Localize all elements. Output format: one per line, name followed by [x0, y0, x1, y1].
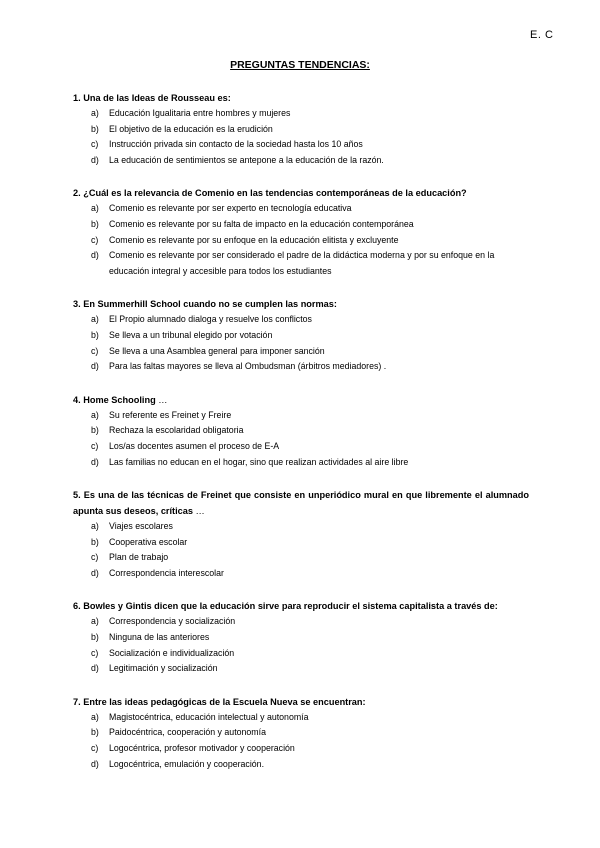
question-prompt — [73, 694, 529, 710]
question-prompt — [73, 487, 529, 519]
option-a — [73, 106, 529, 122]
option-letter: b) — [91, 218, 99, 229]
question-ellipsis: … — [193, 506, 205, 517]
option-list — [73, 408, 529, 470]
option-letter: d) — [91, 567, 99, 578]
option-b — [73, 217, 529, 233]
option-text: Educación Igualitaria entre hombres y mujeres — [109, 108, 291, 118]
option-letter: a) — [91, 203, 99, 214]
question-list — [73, 90, 529, 789]
option-text: Viajes escolares — [109, 521, 173, 532]
question-6 — [73, 598, 529, 676]
option-a — [73, 201, 529, 217]
question-1 — [73, 90, 529, 168]
option-text: Para las faltas mayores se lleva al Ombudsman (árbitros mediadores) . — [109, 361, 387, 372]
option-text: Magistocéntrica, educación intelectual y autonomía — [109, 711, 309, 722]
option-text: Plan de trabajo — [109, 552, 169, 563]
option-list — [73, 710, 529, 772]
question-5 — [73, 487, 529, 581]
question-text: 1. Una de las Ideas de Rousseau es: — [73, 93, 231, 103]
question-3 — [73, 296, 529, 374]
option-letter: a) — [91, 711, 99, 722]
option-list — [73, 106, 529, 168]
option-c — [73, 344, 529, 360]
option-text: Comenio es relevante por ser experto en tecnología educativa — [109, 203, 352, 214]
option-list — [73, 201, 529, 279]
option-letter: a) — [91, 521, 99, 532]
option-a — [73, 614, 529, 630]
option-letter: c) — [91, 552, 99, 563]
question-text: 3. En Summerhill School cuando no se cumplen las normas: — [73, 299, 337, 310]
option-text: Logocéntrica, emulación y cooperación. — [109, 758, 265, 769]
option-list — [73, 614, 529, 676]
option-text: Legitimación y socialización — [109, 663, 218, 674]
option-text: Socialización e individualización — [109, 647, 235, 658]
question-text: 7. Entre las ideas pedagógicas de la Escuela Nueva se encuentran: — [73, 696, 366, 707]
option-text: Correspondencia interescolar — [109, 567, 224, 578]
option-letter: c) — [91, 440, 99, 451]
option-c — [73, 741, 529, 757]
option-b — [73, 423, 529, 439]
option-d — [73, 566, 529, 582]
option-letter: b) — [91, 425, 99, 436]
option-a — [73, 519, 529, 535]
option-c — [73, 646, 529, 662]
option-letter: c) — [91, 345, 99, 356]
option-c — [73, 137, 529, 153]
option-letter: c) — [91, 139, 99, 150]
question-text: 4. Home Schooling — [73, 394, 156, 405]
option-a — [73, 408, 529, 424]
option-b — [73, 725, 529, 741]
option-list — [73, 519, 529, 581]
question-prompt — [73, 90, 529, 106]
option-text: El Propio alumnado dialoga y resuelve los conflictos — [109, 314, 312, 325]
option-text: La educación de sentimientos se antepone a la educación de la razón. — [109, 154, 384, 165]
option-letter: b) — [91, 123, 99, 134]
option-b — [73, 630, 529, 646]
option-letter: a) — [91, 409, 99, 420]
question-prompt — [73, 296, 529, 312]
option-text: Comenio es relevante por su falta de impacto en la educación contemporánea — [109, 218, 414, 229]
option-letter: d) — [91, 154, 99, 165]
option-text: Las familias no educan en el hogar, sino que realizan actividades al aire libre — [109, 456, 409, 467]
option-letter: d) — [91, 758, 99, 769]
option-b — [73, 328, 529, 344]
question-text: 2. ¿Cuál es la relevancia de Comenio en las tendencias contemporáneas de la educación? — [73, 188, 467, 199]
option-text: Correspondencia y socialización — [109, 616, 236, 627]
option-letter: a) — [91, 314, 99, 325]
option-letter: c) — [91, 647, 99, 658]
option-text: Se lleva a un tribunal elegido por votación — [109, 329, 273, 340]
option-text: Ninguna de las anteriores — [109, 632, 210, 643]
option-letter: d) — [91, 250, 99, 261]
option-b — [73, 535, 529, 551]
option-letter: c) — [91, 234, 99, 245]
option-text: Se lleva a una Asamblea general para imponer sanción — [109, 345, 325, 356]
option-letter: b) — [91, 632, 99, 643]
option-letter: a) — [91, 108, 99, 118]
option-letter: d) — [91, 663, 99, 674]
page-title: PREGUNTAS TENDENCIAS: — [230, 59, 370, 71]
option-text: El objetivo de la educación es la erudición — [109, 123, 273, 134]
option-letter: b) — [91, 727, 99, 738]
option-text: Rechaza la escolaridad obligatoria — [109, 425, 244, 436]
option-d — [73, 359, 529, 375]
option-text: Logocéntrica, profesor motivador y cooperación — [109, 743, 295, 754]
question-ellipsis: … — [155, 394, 168, 405]
option-text: Comenio es relevante por su enfoque en la educación elitista y excluyente — [109, 234, 399, 245]
option-c — [73, 439, 529, 455]
option-b — [73, 122, 529, 138]
option-letter: d) — [91, 361, 99, 372]
option-text: Comenio es relevante por ser considerado el padre de la didáctica moderna y por su enfoque en la educación integral y accesible para todos los estudiantes — [109, 250, 495, 276]
question-prompt — [73, 185, 529, 201]
option-a — [73, 710, 529, 726]
question-text: 5. Es una de las técnicas de Freinet que consiste en unperiódico mural en que libremente el alumnado apunta sus deseos, críticas — [73, 490, 529, 517]
option-letter: b) — [91, 536, 99, 547]
option-text: Los/as docentes asumen el proceso de E-A — [109, 440, 280, 451]
option-letter: d) — [91, 456, 99, 467]
option-letter: b) — [91, 329, 99, 340]
corner-mark: E. C — [530, 29, 554, 41]
question-2 — [73, 185, 529, 279]
option-d — [73, 455, 529, 471]
question-7 — [73, 694, 529, 772]
option-a — [73, 312, 529, 328]
option-text: Su referente es Freinet y Freire — [109, 409, 232, 420]
option-c — [73, 550, 529, 566]
option-list — [73, 312, 529, 374]
question-4 — [73, 392, 529, 470]
option-d — [73, 757, 529, 773]
question-text: 6. Bowles y Gintis dicen que la educación sirve para reproducir el sistema capitalista a través de: — [73, 601, 498, 612]
question-prompt — [73, 598, 529, 614]
option-d — [73, 661, 529, 677]
option-c — [73, 233, 529, 249]
option-d — [73, 248, 529, 279]
question-prompt — [73, 392, 529, 408]
option-d — [73, 153, 529, 169]
option-text: Cooperativa escolar — [109, 536, 188, 547]
option-letter: a) — [91, 616, 99, 627]
option-text: Instrucción privada sin contacto de la sociedad hasta los 10 años — [109, 139, 363, 150]
option-letter: c) — [91, 743, 99, 754]
option-text: Paidocéntrica, cooperación y autonomía — [109, 727, 266, 738]
